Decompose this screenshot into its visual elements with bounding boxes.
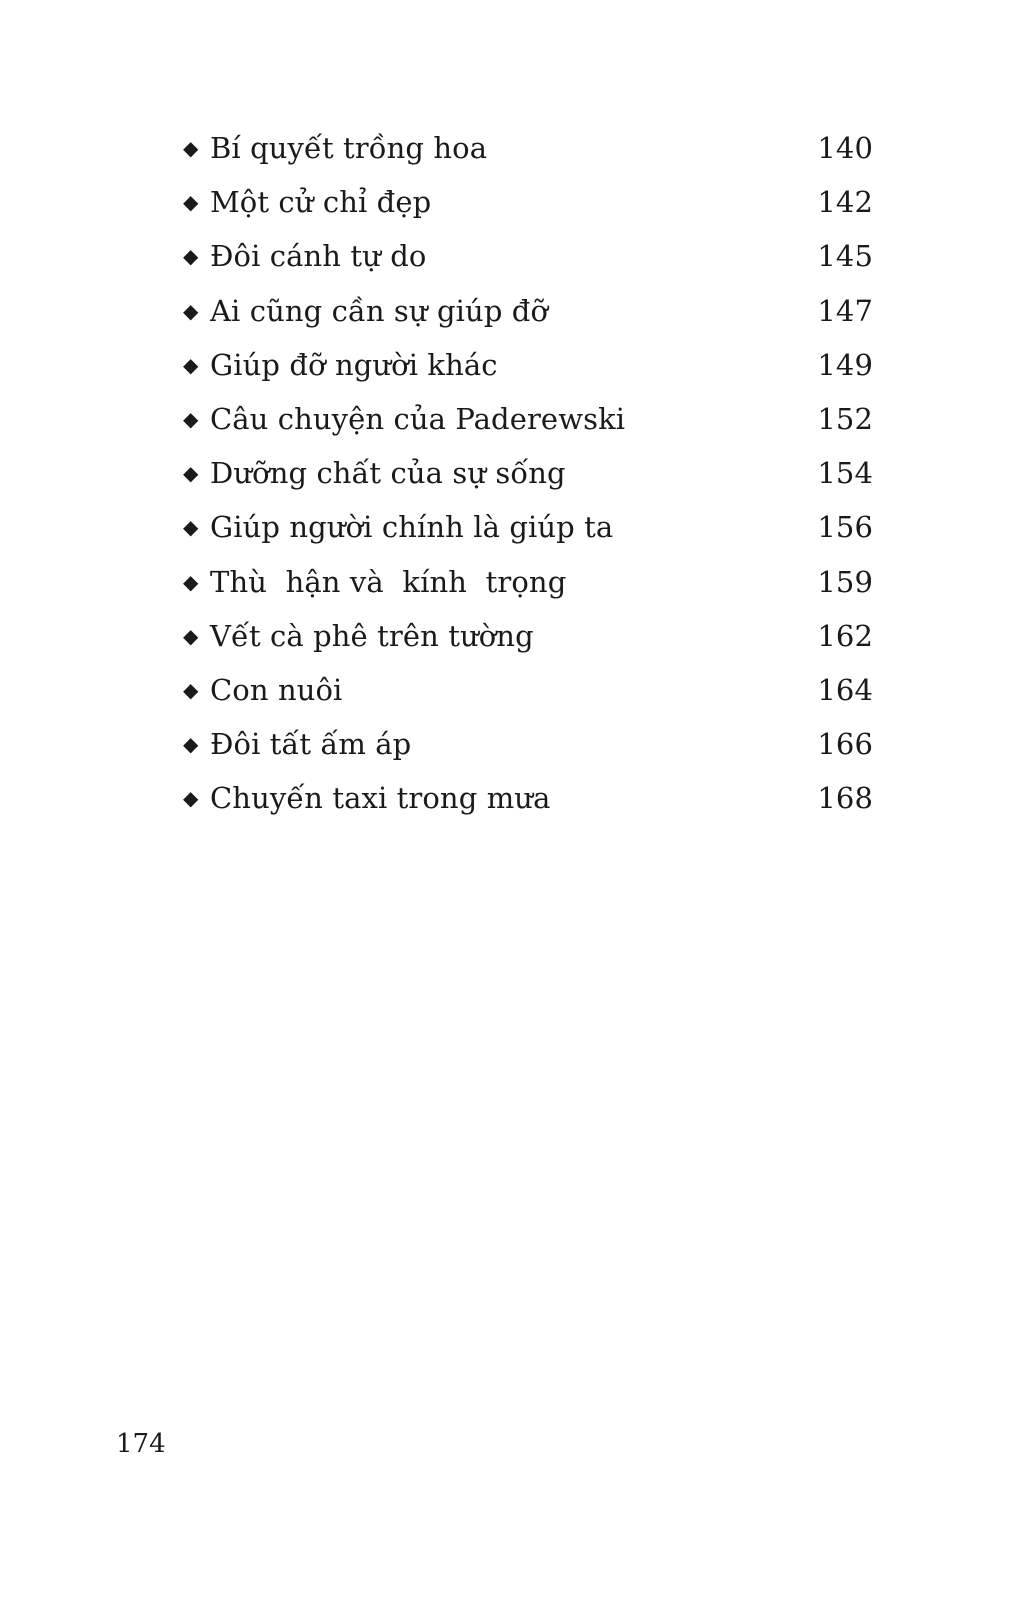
toc-entry-page: 149 bbox=[817, 347, 873, 382]
diamond-bullet-icon: ◆ bbox=[183, 244, 199, 269]
toc-entry-title: Bí quyết trồng hoa bbox=[210, 131, 488, 165]
toc-entry bbox=[183, 614, 873, 668]
toc-entry bbox=[183, 451, 873, 505]
toc-entry bbox=[183, 560, 873, 614]
diamond-bullet-icon: ◆ bbox=[183, 623, 199, 648]
toc-entry-page: 164 bbox=[817, 672, 873, 707]
toc-entry-title: Ai cũng cần sự giúp đỡ bbox=[210, 293, 549, 328]
toc-entry-page: 168 bbox=[817, 781, 873, 816]
toc-entry-title: Giúp đỡ người khác bbox=[210, 347, 498, 382]
toc-entry bbox=[183, 776, 873, 830]
toc-entry-title: Dưỡng chất của sự sống bbox=[210, 456, 566, 491]
diamond-bullet-icon: ◆ bbox=[183, 786, 199, 811]
diamond-bullet-icon: ◆ bbox=[183, 732, 199, 757]
toc-entry-page: 142 bbox=[817, 185, 873, 220]
toc-entry-title: Chuyến taxi trong mưa bbox=[210, 781, 551, 816]
diamond-bullet-icon: ◆ bbox=[183, 406, 199, 431]
toc-entry-page: 147 bbox=[817, 293, 873, 328]
toc-entry-page: 140 bbox=[817, 131, 873, 165]
toc-entry-page: 162 bbox=[817, 618, 873, 653]
toc-entry-page: 154 bbox=[817, 456, 873, 491]
toc-entry-title: Con nuôi bbox=[210, 672, 343, 707]
toc-entry bbox=[183, 505, 873, 559]
toc-entry-title: Một cử chỉ đẹp bbox=[210, 185, 432, 220]
diamond-bullet-icon: ◆ bbox=[183, 461, 199, 486]
toc-entry-title: Đôi cánh tự do bbox=[210, 239, 427, 274]
diamond-bullet-icon: ◆ bbox=[183, 515, 199, 540]
diamond-bullet-icon: ◆ bbox=[183, 190, 199, 215]
diamond-bullet-icon: ◆ bbox=[183, 677, 199, 702]
page-number: 174 bbox=[116, 1429, 166, 1459]
diamond-bullet-icon: ◆ bbox=[183, 298, 199, 323]
toc-entry-page: 156 bbox=[817, 510, 873, 545]
toc-entry bbox=[183, 722, 873, 776]
diamond-bullet-icon: ◆ bbox=[183, 569, 199, 594]
toc-entry bbox=[183, 397, 873, 451]
toc-entry-title: Câu chuyện của Paderewski bbox=[210, 401, 626, 436]
toc-entry-title: Giúp người chính là giúp ta bbox=[210, 510, 614, 545]
toc-entry-title: Vết cà phê trên tường bbox=[210, 618, 534, 653]
toc-entry bbox=[183, 289, 873, 343]
toc-entry bbox=[183, 343, 873, 397]
toc-entry-page: 159 bbox=[817, 564, 873, 599]
toc-entry bbox=[183, 180, 873, 234]
toc-entry-page: 166 bbox=[817, 727, 873, 762]
diamond-bullet-icon: ◆ bbox=[183, 136, 199, 160]
toc-entry bbox=[183, 126, 873, 180]
toc-entry-title: Thù hận và kính trọng bbox=[210, 564, 567, 599]
toc-entry bbox=[183, 668, 873, 722]
diamond-bullet-icon: ◆ bbox=[183, 352, 199, 377]
toc-entry bbox=[183, 234, 873, 288]
toc-entry-page: 145 bbox=[817, 239, 873, 274]
toc-entry-page: 152 bbox=[817, 401, 873, 436]
toc-entry-title: Đôi tất ấm áp bbox=[210, 727, 412, 762]
table-of-contents bbox=[183, 126, 873, 830]
